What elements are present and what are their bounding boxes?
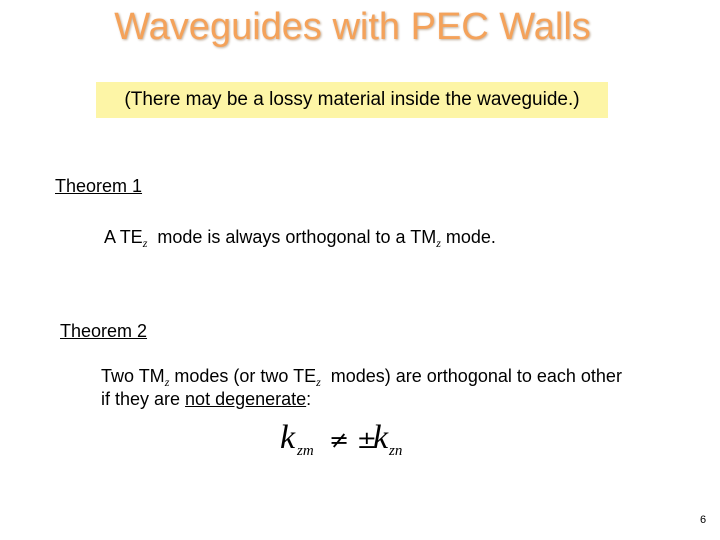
theorem-2-text-c: modes) are orthogonal to each other	[320, 366, 622, 386]
theorem-2-subscript-2: z	[316, 375, 321, 389]
equation-operator: ≠ ±	[329, 426, 377, 454]
theorem-1-text-b: mode is always orthogonal to a TM	[147, 227, 437, 247]
theorem-2-subscript-1: z	[164, 375, 170, 389]
equation-kzm-neq-pm-kzn	[276, 416, 416, 462]
equation-subscript-1: zm	[297, 443, 314, 459]
note-box: (There may be a lossy material inside the waveguide.)	[96, 82, 608, 118]
equation-k-2: k	[373, 419, 389, 456]
theorem-2-text-d: if they are	[101, 389, 186, 409]
theorem-1-statement	[104, 226, 496, 254]
equation-subscript-2: zn	[389, 443, 403, 459]
theorem-1-text-a: A TE	[104, 227, 143, 247]
theorem-2-text-a: Two TM	[101, 366, 165, 386]
slide-title: Waveguides with PEC Walls	[114, 6, 591, 48]
equation-k-1: k	[280, 419, 296, 456]
theorem-1-heading: Theorem 1	[55, 176, 143, 196]
theorem-2-heading: Theorem 2	[60, 321, 148, 341]
theorem-1-subscript-2: z	[436, 236, 441, 250]
theorem-1-text-c: mode.	[440, 227, 496, 247]
theorem-1-subscript-1: z	[142, 236, 148, 250]
theorem-2-statement-line-2	[101, 388, 311, 410]
page-number: 6	[700, 514, 707, 526]
theorem-2-text-e: :	[306, 389, 312, 409]
not-degenerate-text: not degenerate	[185, 389, 307, 409]
theorem-2-text-b: modes (or two TE	[169, 366, 317, 386]
